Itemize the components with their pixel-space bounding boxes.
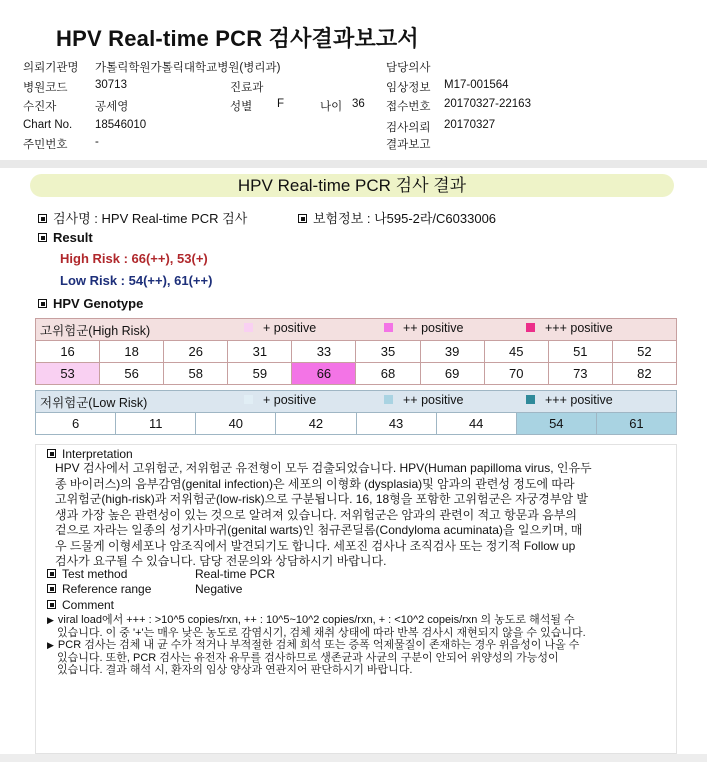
- result-label: Result: [53, 230, 93, 245]
- genotype-cell: 59: [227, 363, 291, 384]
- bullet-square-icon: [38, 214, 47, 223]
- legend-plusplusplus: [526, 321, 613, 335]
- clinical-value: M17-001564: [444, 79, 509, 91]
- chart-no-value: 18546010: [95, 119, 147, 131]
- comment-label: Comment: [62, 598, 115, 612]
- genotype-cell: 69: [420, 363, 484, 384]
- high-risk-title: 고위험군(High Risk): [40, 324, 151, 338]
- genotype-cell: 45: [484, 341, 548, 362]
- high-risk-row-2: [36, 362, 676, 384]
- interpretation-line: 겉으로 자라는 일종의 성기사마귀(genital warts)인 첨규콘딜롬(Condyloma acuminata)을 일으키며, 매: [55, 523, 583, 537]
- legend-label: + positive: [263, 321, 317, 335]
- test-method-line: [47, 567, 127, 583]
- legend-label: ++ positive: [403, 393, 464, 407]
- legend-label: +++ positive: [545, 321, 613, 335]
- insurance-line: [298, 208, 496, 227]
- genotype-cell: 73: [548, 363, 612, 384]
- result-banner: HPV Real-time PCR 검사 결과: [30, 174, 674, 197]
- bullet-square-icon: [47, 569, 56, 578]
- resident-no-value: -: [95, 136, 99, 148]
- reference-range-value: Negative: [195, 582, 243, 596]
- receipt-value: 20170327-22163: [444, 98, 531, 110]
- genotype-cell: 58: [163, 363, 227, 384]
- interpretation-line: 검사가 요구될 수 있습니다. 담당 전문의와 상담하시기 바랍니다.: [55, 554, 387, 568]
- comment-1: [47, 614, 586, 639]
- request-label: 검사의뢰: [386, 122, 431, 134]
- interpretation-line: 고위험군(high-risk)과 저위험군(low-risk)으로 구분됩니다. 16, 18형을 포함한 고위험군은 자궁경부암 발: [55, 492, 588, 506]
- comment-heading: [47, 598, 114, 614]
- legend-swatch-icon: [244, 323, 253, 332]
- bullet-square-icon: [47, 600, 56, 609]
- request-value: 20170327: [444, 119, 496, 131]
- recipient-value: 공세영: [95, 101, 129, 113]
- report-label: 결과보고: [386, 139, 431, 151]
- genotype-cell: 26: [163, 341, 227, 362]
- insurance-info: 보험정보 : 나595-2라/C6033006: [313, 211, 497, 226]
- triangle-bullet-icon: ▶: [47, 615, 54, 625]
- receipt-label: 접수번호: [386, 101, 431, 113]
- interpretation-line: HPV 검사에서 고위험군, 저위험군 유전형이 모두 검출되었습니다. HPV(Human papilloma virus, 인유두: [55, 461, 592, 475]
- genotype-cell: 82: [612, 363, 676, 384]
- hospital-code-label: 병원코드: [23, 82, 68, 94]
- reference-range-label: Reference range: [62, 582, 152, 596]
- legend-label: ++ positive: [403, 321, 464, 335]
- genotype-cell-positive: 61: [596, 413, 676, 434]
- legend-plus: [244, 393, 316, 407]
- legend-plusplus: [384, 393, 463, 407]
- page-title: HPV Real-time PCR 검사결과보고서: [56, 26, 419, 51]
- genotype-cell: 33: [291, 341, 355, 362]
- interpretation-line: 생과 가장 높은 관련성이 있는 것으로 알려져 있습니다. 저위험군은 암과의 관련이 적고 항문과 음부의: [55, 507, 577, 522]
- genotype-cell: 42: [275, 413, 355, 434]
- genotype-cell: 51: [548, 341, 612, 362]
- triangle-bullet-icon: ▶: [47, 640, 54, 650]
- high-risk-result: High Risk : 66(++), 53(+): [60, 251, 208, 266]
- institution-label: 의뢰기관명: [23, 62, 79, 74]
- genotype-cell: 70: [484, 363, 548, 384]
- genotype-cell: 56: [99, 363, 163, 384]
- genotype-cell: 40: [195, 413, 275, 434]
- bullet-square-icon: [47, 449, 56, 458]
- reference-range-line: [47, 582, 151, 598]
- legend-plus: [244, 321, 316, 335]
- comment-line: 있습니다. 결과 해석 시, 환자의 임상 양상과 연관지어 판단하시기 바랍니다.: [57, 664, 413, 676]
- age-value: 36: [352, 98, 365, 110]
- bullet-square-icon: [38, 233, 47, 242]
- interpretation-line: 종 바이러스)의 음부감염(genital infection)은 세포의 이형화 (dysplasia)및 암과의 관련성 정도에 따라: [55, 476, 575, 491]
- comment-line: viral load에서 +++ : >10^5 copies/rxn, ++ : 10^5~10^2 copies/rxn, + : <10^2 copeis/rxn 의 농도로 해석될 수: [57, 614, 575, 626]
- interpretation-label: Interpretation: [62, 447, 133, 461]
- genotype-cell-positive: 54: [516, 413, 596, 434]
- genotype-cell: 52: [612, 341, 676, 362]
- legend-swatch-icon: [526, 395, 535, 404]
- genotype-cell: 43: [356, 413, 436, 434]
- legend-plusplusplus: [526, 393, 613, 407]
- low-risk-result: Low Risk : 54(++), 61(++): [60, 273, 213, 288]
- high-risk-table: [35, 318, 677, 385]
- comment-line: PCR 검사는 검체 내 균 수가 적거나 부적절한 검체 희석 또는 증폭 억제물질이 존재하는 경우 위음성이 나올 수: [57, 639, 580, 651]
- legend-swatch-icon: [384, 323, 393, 332]
- genotype-cell: 16: [60, 344, 75, 359]
- result-heading: [38, 230, 93, 245]
- genotype-cell: 6: [71, 416, 80, 431]
- legend-label: +++ positive: [545, 393, 613, 407]
- legend-swatch-icon: [526, 323, 535, 332]
- department-label: 진료과: [230, 82, 264, 94]
- low-risk-row-1: [36, 412, 676, 434]
- genotype-cell: 18: [99, 341, 163, 362]
- recipient-label: 수진자: [23, 101, 57, 113]
- high-risk-header: [36, 319, 676, 340]
- interpretation-line: 우 드물게 이형세포나 암조직에서 발견되기도 합니다. 세포진 검사나 조직검사 또는 정기적 Follow up: [55, 538, 576, 553]
- sex-value: F: [277, 98, 285, 110]
- interpretation-text: [55, 461, 592, 570]
- low-risk-table: [35, 390, 677, 435]
- chart-no-label: Chart No.: [23, 119, 73, 131]
- legend-swatch-icon: [244, 395, 253, 404]
- genotype-cell: 44: [436, 413, 516, 434]
- bullet-square-icon: [298, 214, 307, 223]
- bullet-square-icon: [47, 584, 56, 593]
- genotype-cell: 31: [227, 341, 291, 362]
- header-separator: [0, 160, 707, 168]
- bottom-bar: [0, 754, 707, 762]
- hospital-code-value: 30713: [95, 79, 127, 91]
- low-risk-title: 저위험군(Low Risk): [40, 396, 148, 410]
- low-risk-header: [36, 391, 676, 412]
- institution-value: 가톨릭학원가톨릭대학교병원(병리과): [95, 62, 281, 74]
- legend-label: + positive: [263, 393, 317, 407]
- test-method-value: Real-time PCR: [195, 567, 276, 581]
- test-method-label: Test method: [62, 567, 128, 581]
- comment-2: [47, 639, 579, 677]
- doctor-label: 담당의사: [386, 62, 431, 74]
- genotype-label: HPV Genotype: [53, 296, 144, 311]
- test-name-line: [38, 208, 247, 227]
- genotype-cell-positive: 53: [36, 363, 99, 384]
- legend-plusplus: [384, 321, 463, 335]
- comment-line: 있습니다. 또한, PCR 검사는 유전자 유무를 검사하므로 생존균과 사균의 구분이 안되어 위양성의 가능성이: [57, 651, 559, 664]
- test-name: 검사명 : HPV Real-time PCR 검사: [53, 211, 248, 226]
- sex-label: 성별: [230, 101, 253, 113]
- genotype-cell: 35: [355, 341, 419, 362]
- genotype-cell: 11: [115, 413, 195, 434]
- bullet-square-icon: [38, 299, 47, 308]
- high-risk-row-1: [36, 340, 676, 362]
- genotype-cell-positive: 66: [291, 363, 355, 384]
- comment-line: 있습니다. 이 중 '+'는 매우 낮은 농도로 감염시기, 검체 채취 상태에 따라 반복 검사시 재현되지 않을 수 있습니다.: [57, 626, 586, 639]
- genotype-heading: [38, 296, 143, 311]
- age-label: 나이: [320, 101, 343, 113]
- clinical-label: 임상정보: [386, 82, 431, 94]
- genotype-cell: 39: [420, 341, 484, 362]
- genotype-cell: 68: [355, 363, 419, 384]
- legend-swatch-icon: [384, 395, 393, 404]
- resident-no-label: 주민번호: [23, 139, 68, 151]
